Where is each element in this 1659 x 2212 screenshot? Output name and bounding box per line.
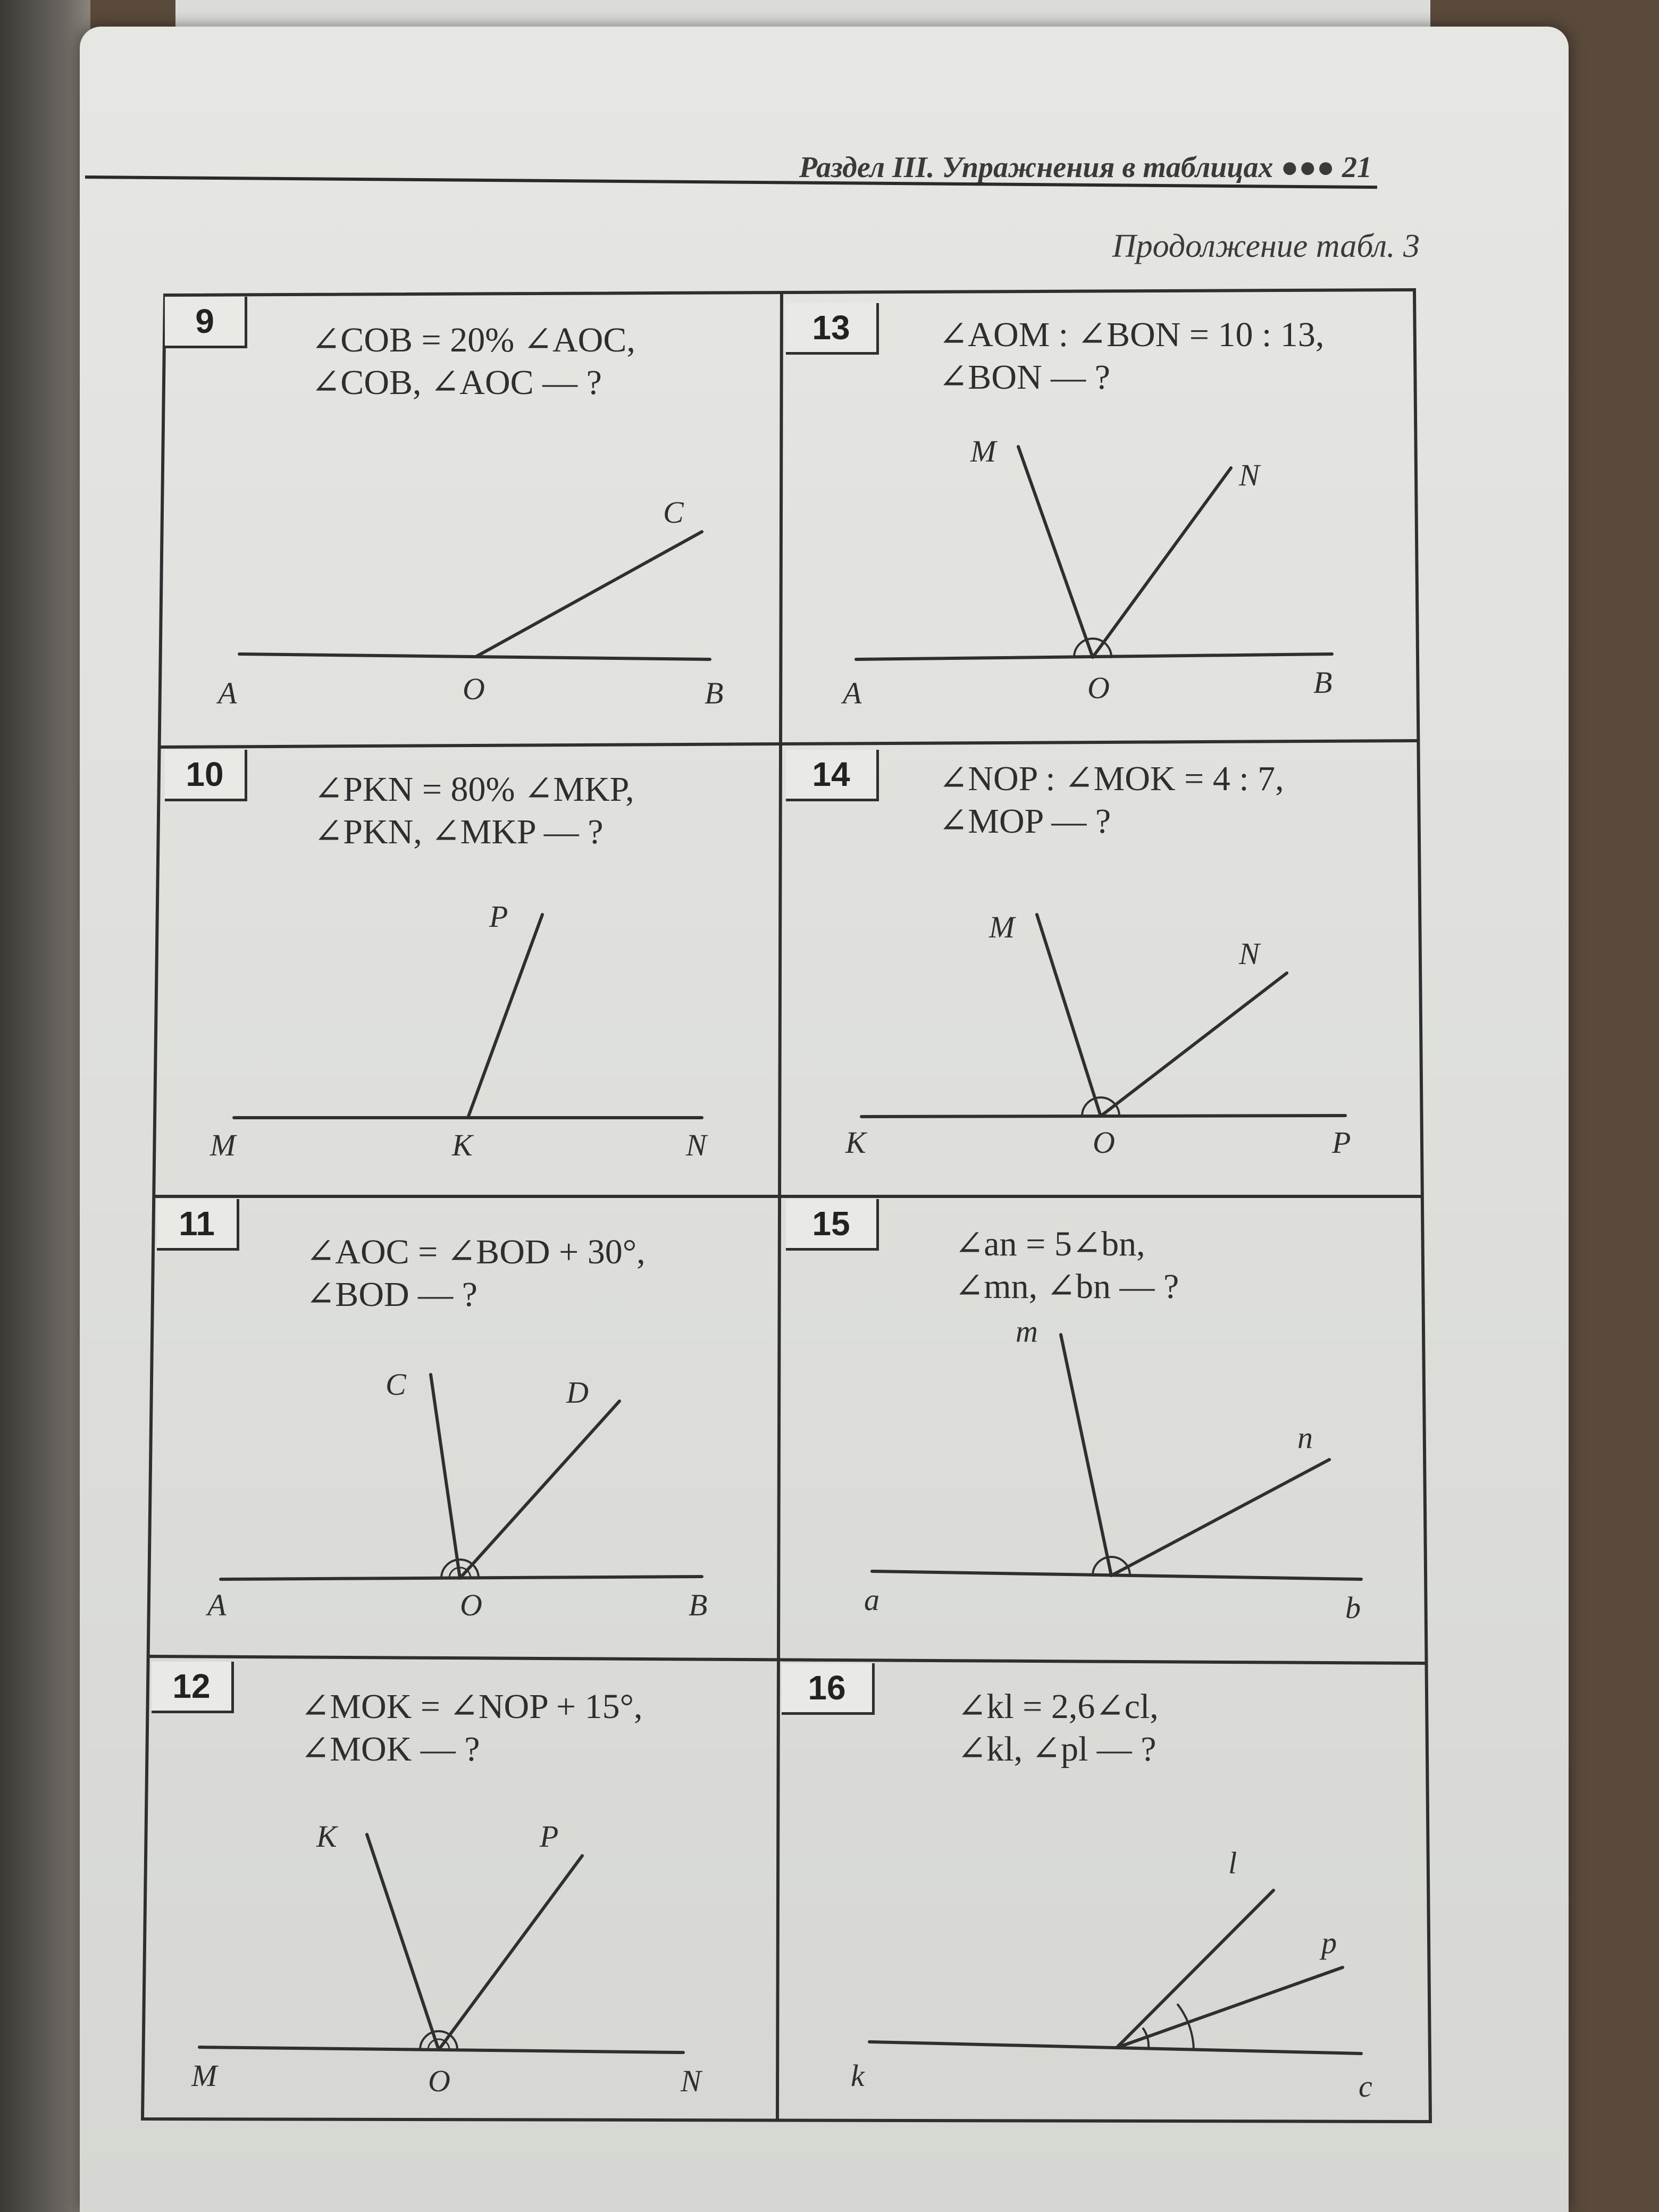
point-label-k: k (851, 2058, 865, 2093)
task-condition (957, 1686, 1159, 1771)
task-number: 16 (782, 1663, 875, 1715)
task-question-line: ∠kl, ∠pl — ? (957, 1730, 1157, 1769)
point-label-n: N (686, 1128, 707, 1162)
point-label-c: C (663, 495, 684, 530)
table-column-divider (777, 292, 782, 2121)
task-condition (311, 319, 635, 404)
point-label-p: P (540, 1819, 559, 1854)
task-question-line: ∠BON — ? (939, 358, 1110, 397)
task-condition-line-1: ∠AOC = ∠BOD + 30°, (306, 1233, 646, 1271)
point-label-m: M (989, 910, 1015, 944)
task-question-line: ∠MOK — ? (300, 1730, 480, 1769)
point-label-b: B (1313, 665, 1333, 700)
point-label-k: K (316, 1819, 337, 1854)
task-condition-line-1: ∠NOP : ∠MOK = 4 : 7, (939, 759, 1284, 798)
point-label-a: a (864, 1582, 879, 1617)
task-question-line: ∠BOD — ? (306, 1275, 477, 1314)
point-label-m: M (191, 2058, 217, 2093)
table-caption: Продолжение табл. 3 (1112, 228, 1420, 264)
point-label-a: A (207, 1588, 227, 1622)
point-label-a: A (843, 676, 862, 710)
task-question-line: ∠PKN, ∠MKP — ? (314, 812, 604, 851)
diagram-14 (861, 915, 1345, 1117)
diagram-11 (221, 1375, 702, 1579)
diagram-9 (239, 532, 710, 659)
point-label-o: O (1087, 671, 1110, 705)
task-number: 14 (786, 750, 879, 801)
point-label-b: B (689, 1588, 708, 1622)
diagram-16 (869, 1890, 1361, 2054)
task-number: 15 (786, 1199, 879, 1251)
point-label-n: N (1239, 936, 1260, 971)
task-condition-line-1: ∠kl = 2,6∠cl, (957, 1687, 1159, 1726)
page-number: 21 (1342, 151, 1372, 184)
point-label-c: C (386, 1367, 406, 1402)
task-condition (306, 1231, 646, 1316)
task-condition-line-1: ∠COB = 20% ∠AOC, (311, 321, 635, 359)
section-title: Раздел III. Упражнения в таблицах (799, 151, 1273, 184)
diagram-13 (856, 447, 1332, 659)
point-label-m: M (970, 434, 996, 468)
point-label-p: p (1321, 1925, 1337, 1960)
point-label-k: K (845, 1125, 866, 1160)
point-label-n: N (681, 2064, 701, 2098)
point-label-a: A (218, 676, 237, 710)
point-label-n: N (1239, 458, 1260, 492)
task-question-line: ∠MOP — ? (939, 802, 1111, 841)
task-condition-line-1: ∠PKN = 80% ∠MKP, (314, 770, 634, 809)
task-number: 13 (786, 303, 879, 355)
table-row-divider-1 (160, 741, 1417, 747)
task-condition (314, 768, 634, 853)
point-label-k: K (452, 1128, 473, 1162)
task-condition-line-1: ∠an = 5∠bn, (954, 1225, 1145, 1263)
task-question-line: ∠COB, ∠AOC — ? (311, 363, 602, 402)
table-row-divider-3 (149, 1656, 1425, 1663)
task-condition-line-1: ∠MOK = ∠NOP + 15°, (300, 1687, 643, 1726)
diagram-12 (199, 1834, 683, 2052)
header-ornament-icon: ●●● (1280, 151, 1342, 184)
point-label-b: B (705, 676, 724, 710)
point-label-p: P (489, 899, 508, 934)
task-question-line: ∠mn, ∠bn — ? (954, 1267, 1179, 1306)
diagram-15 (872, 1335, 1361, 1579)
point-label-m: m (1016, 1314, 1038, 1348)
point-label-n: n (1297, 1420, 1313, 1455)
task-number: 11 (157, 1199, 239, 1251)
point-label-l: l (1228, 1846, 1237, 1880)
task-condition (939, 314, 1324, 399)
point-label-p: P (1332, 1125, 1351, 1160)
diagram-10 (234, 915, 702, 1118)
point-label-c: c (1359, 2069, 1372, 2104)
point-label-o: O (1093, 1125, 1115, 1160)
task-number: 12 (152, 1662, 234, 1713)
task-condition (939, 758, 1284, 843)
point-label-b: b (1345, 1590, 1361, 1625)
point-label-m: M (210, 1128, 236, 1162)
point-label-o: O (463, 672, 485, 706)
point-label-o: O (460, 1588, 482, 1622)
task-number: 9 (165, 297, 247, 348)
task-condition-line-1: ∠AOM : ∠BON = 10 : 13, (939, 315, 1325, 354)
point-label-d: D (566, 1375, 589, 1410)
task-condition (954, 1223, 1179, 1308)
point-label-o: O (428, 2064, 450, 2098)
task-number: 10 (165, 750, 247, 801)
task-condition (300, 1686, 643, 1771)
